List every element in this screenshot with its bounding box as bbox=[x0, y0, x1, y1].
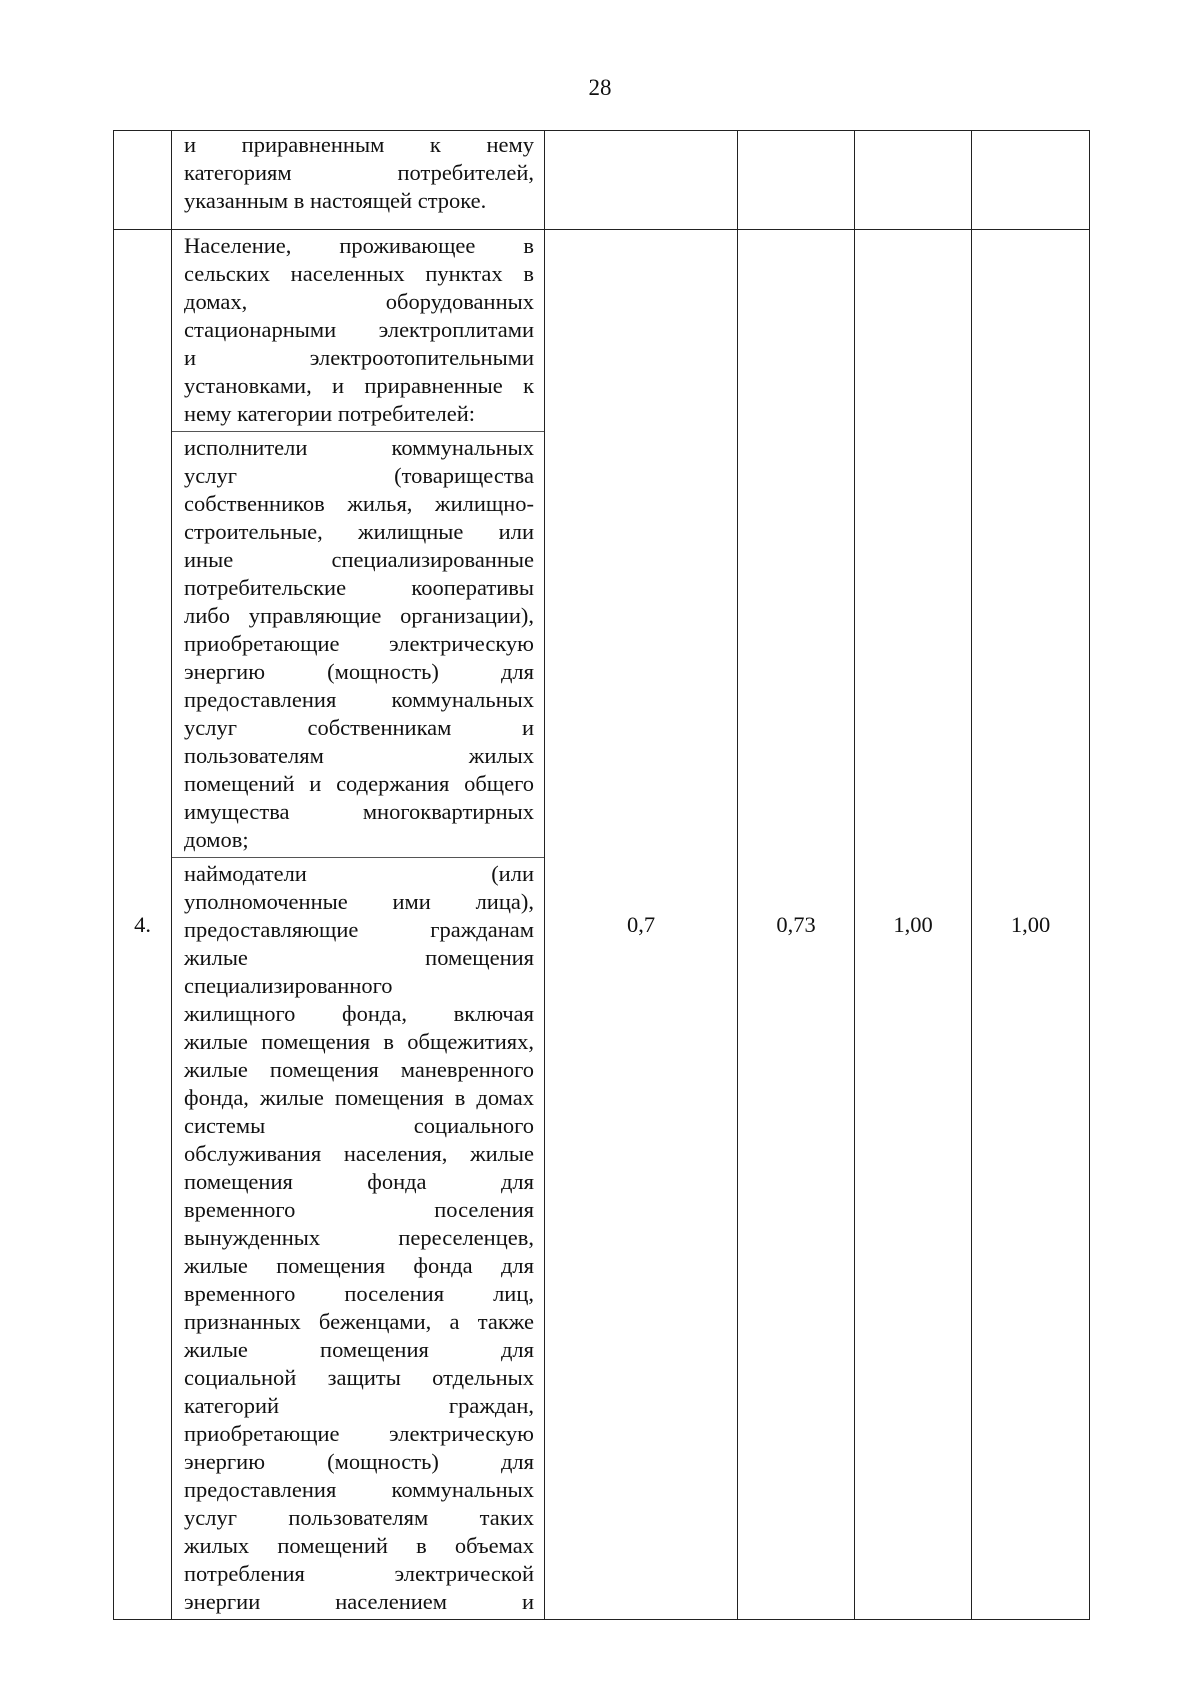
text-line: приобретающие электрическую bbox=[184, 631, 534, 656]
segment-landlords bbox=[172, 857, 544, 1619]
text-line: энергию (мощность) для bbox=[184, 1449, 534, 1474]
page-number: 28 bbox=[588, 75, 612, 100]
text-line: приобретающие электрическую bbox=[184, 1421, 534, 1446]
text-line: строительные, жилищные или bbox=[184, 519, 534, 544]
text-line: потребления электрической bbox=[184, 1561, 534, 1586]
coefficient-value-3: 1,00 bbox=[855, 230, 972, 1620]
text-line: фонда, жилые помещения в домах bbox=[184, 1085, 534, 1110]
text-line: установками, и приравненные к bbox=[184, 373, 534, 398]
text-line: социальной защиты отдельных bbox=[184, 1365, 534, 1390]
continued-text bbox=[172, 131, 544, 215]
text-line: услуг собственникам и bbox=[184, 715, 534, 740]
text-line: услуг (товарищества bbox=[184, 463, 534, 488]
text-line: домов; bbox=[184, 827, 249, 852]
text-line: энергию (мощность) для bbox=[184, 659, 534, 684]
text-line: жилые помещения маневренного bbox=[184, 1057, 534, 1082]
coefficient-value-1: 0,7 bbox=[545, 230, 738, 1620]
text-line: жилые помещения в общежитиях, bbox=[184, 1029, 534, 1054]
segment-population bbox=[172, 230, 544, 431]
text-line: исполнители коммунальных bbox=[184, 435, 534, 460]
text-line: Население, проживающее в bbox=[184, 233, 534, 258]
text-line: нему категории потребителей: bbox=[184, 401, 475, 426]
value-cell bbox=[738, 131, 855, 230]
value-cell bbox=[545, 131, 738, 230]
text-line: наймодатели (или bbox=[184, 861, 534, 886]
text-line: жилищного фонда, включая bbox=[184, 1001, 534, 1026]
segment-utility-providers bbox=[172, 431, 544, 857]
description-cell bbox=[172, 131, 545, 230]
text-line: и электроотопительными bbox=[184, 345, 534, 370]
text-line: специализированного bbox=[184, 973, 393, 998]
text-line: сельских населенных пунктах в bbox=[184, 261, 534, 286]
text-line: обслуживания населения, жилые bbox=[184, 1141, 534, 1166]
text-line: жилые помещения для bbox=[184, 1337, 534, 1362]
text-line: категориям потребителей, bbox=[184, 160, 534, 185]
text-line: домах, оборудованных bbox=[184, 289, 534, 314]
text-line: жилые помещения bbox=[184, 945, 534, 970]
text-line: стационарными электроплитами bbox=[184, 317, 534, 342]
text-line: системы социального bbox=[184, 1113, 534, 1138]
text-line: категорий граждан, bbox=[184, 1393, 534, 1418]
tariff-table bbox=[113, 130, 1090, 1620]
value-cell bbox=[855, 131, 972, 230]
text-line: признанных беженцами, а также bbox=[184, 1309, 534, 1334]
text-line: имущества многоквартирных bbox=[184, 799, 534, 824]
text-line: пользователям жилых bbox=[184, 743, 534, 768]
text-line: жилых помещений в объемах bbox=[184, 1533, 534, 1558]
text-line: потребительские кооперативы bbox=[184, 575, 534, 600]
description-cell bbox=[172, 230, 545, 1620]
text-line: иные специализированные bbox=[184, 547, 534, 572]
value-cell bbox=[972, 131, 1090, 230]
table-row-continued bbox=[114, 131, 1090, 230]
text-line: услуг пользователям таких bbox=[184, 1505, 534, 1530]
text-line: предоставляющие гражданам bbox=[184, 917, 534, 942]
text-line: помещений и содержания общего bbox=[184, 771, 534, 796]
text-line: и приравненным к нему bbox=[184, 132, 534, 157]
text-line: помещения фонда для bbox=[184, 1169, 534, 1194]
text-line: либо управляющие организации), bbox=[184, 603, 534, 628]
text-line: предоставления коммунальных bbox=[184, 1477, 534, 1502]
text-line: указанным в настоящей строке. bbox=[184, 188, 487, 213]
text-line: предоставления коммунальных bbox=[184, 687, 534, 712]
text-line: собственников жилья, жилищно- bbox=[184, 491, 534, 516]
row-number: 4. bbox=[114, 230, 172, 1620]
text-line: временного поселения bbox=[184, 1197, 534, 1222]
table-row-4 bbox=[114, 230, 1090, 1620]
coefficient-value-4: 1,00 bbox=[972, 230, 1090, 1620]
text-line: вынужденных переселенцев, bbox=[184, 1225, 534, 1250]
text-line: жилые помещения фонда для bbox=[184, 1253, 534, 1278]
coefficient-value-2: 0,73 bbox=[738, 230, 855, 1620]
row-number-cell bbox=[114, 131, 172, 230]
text-line: энергии населением и bbox=[184, 1589, 534, 1614]
text-line: временного поселения лиц, bbox=[184, 1281, 534, 1306]
text-line: уполномоченные ими лица), bbox=[184, 889, 534, 914]
